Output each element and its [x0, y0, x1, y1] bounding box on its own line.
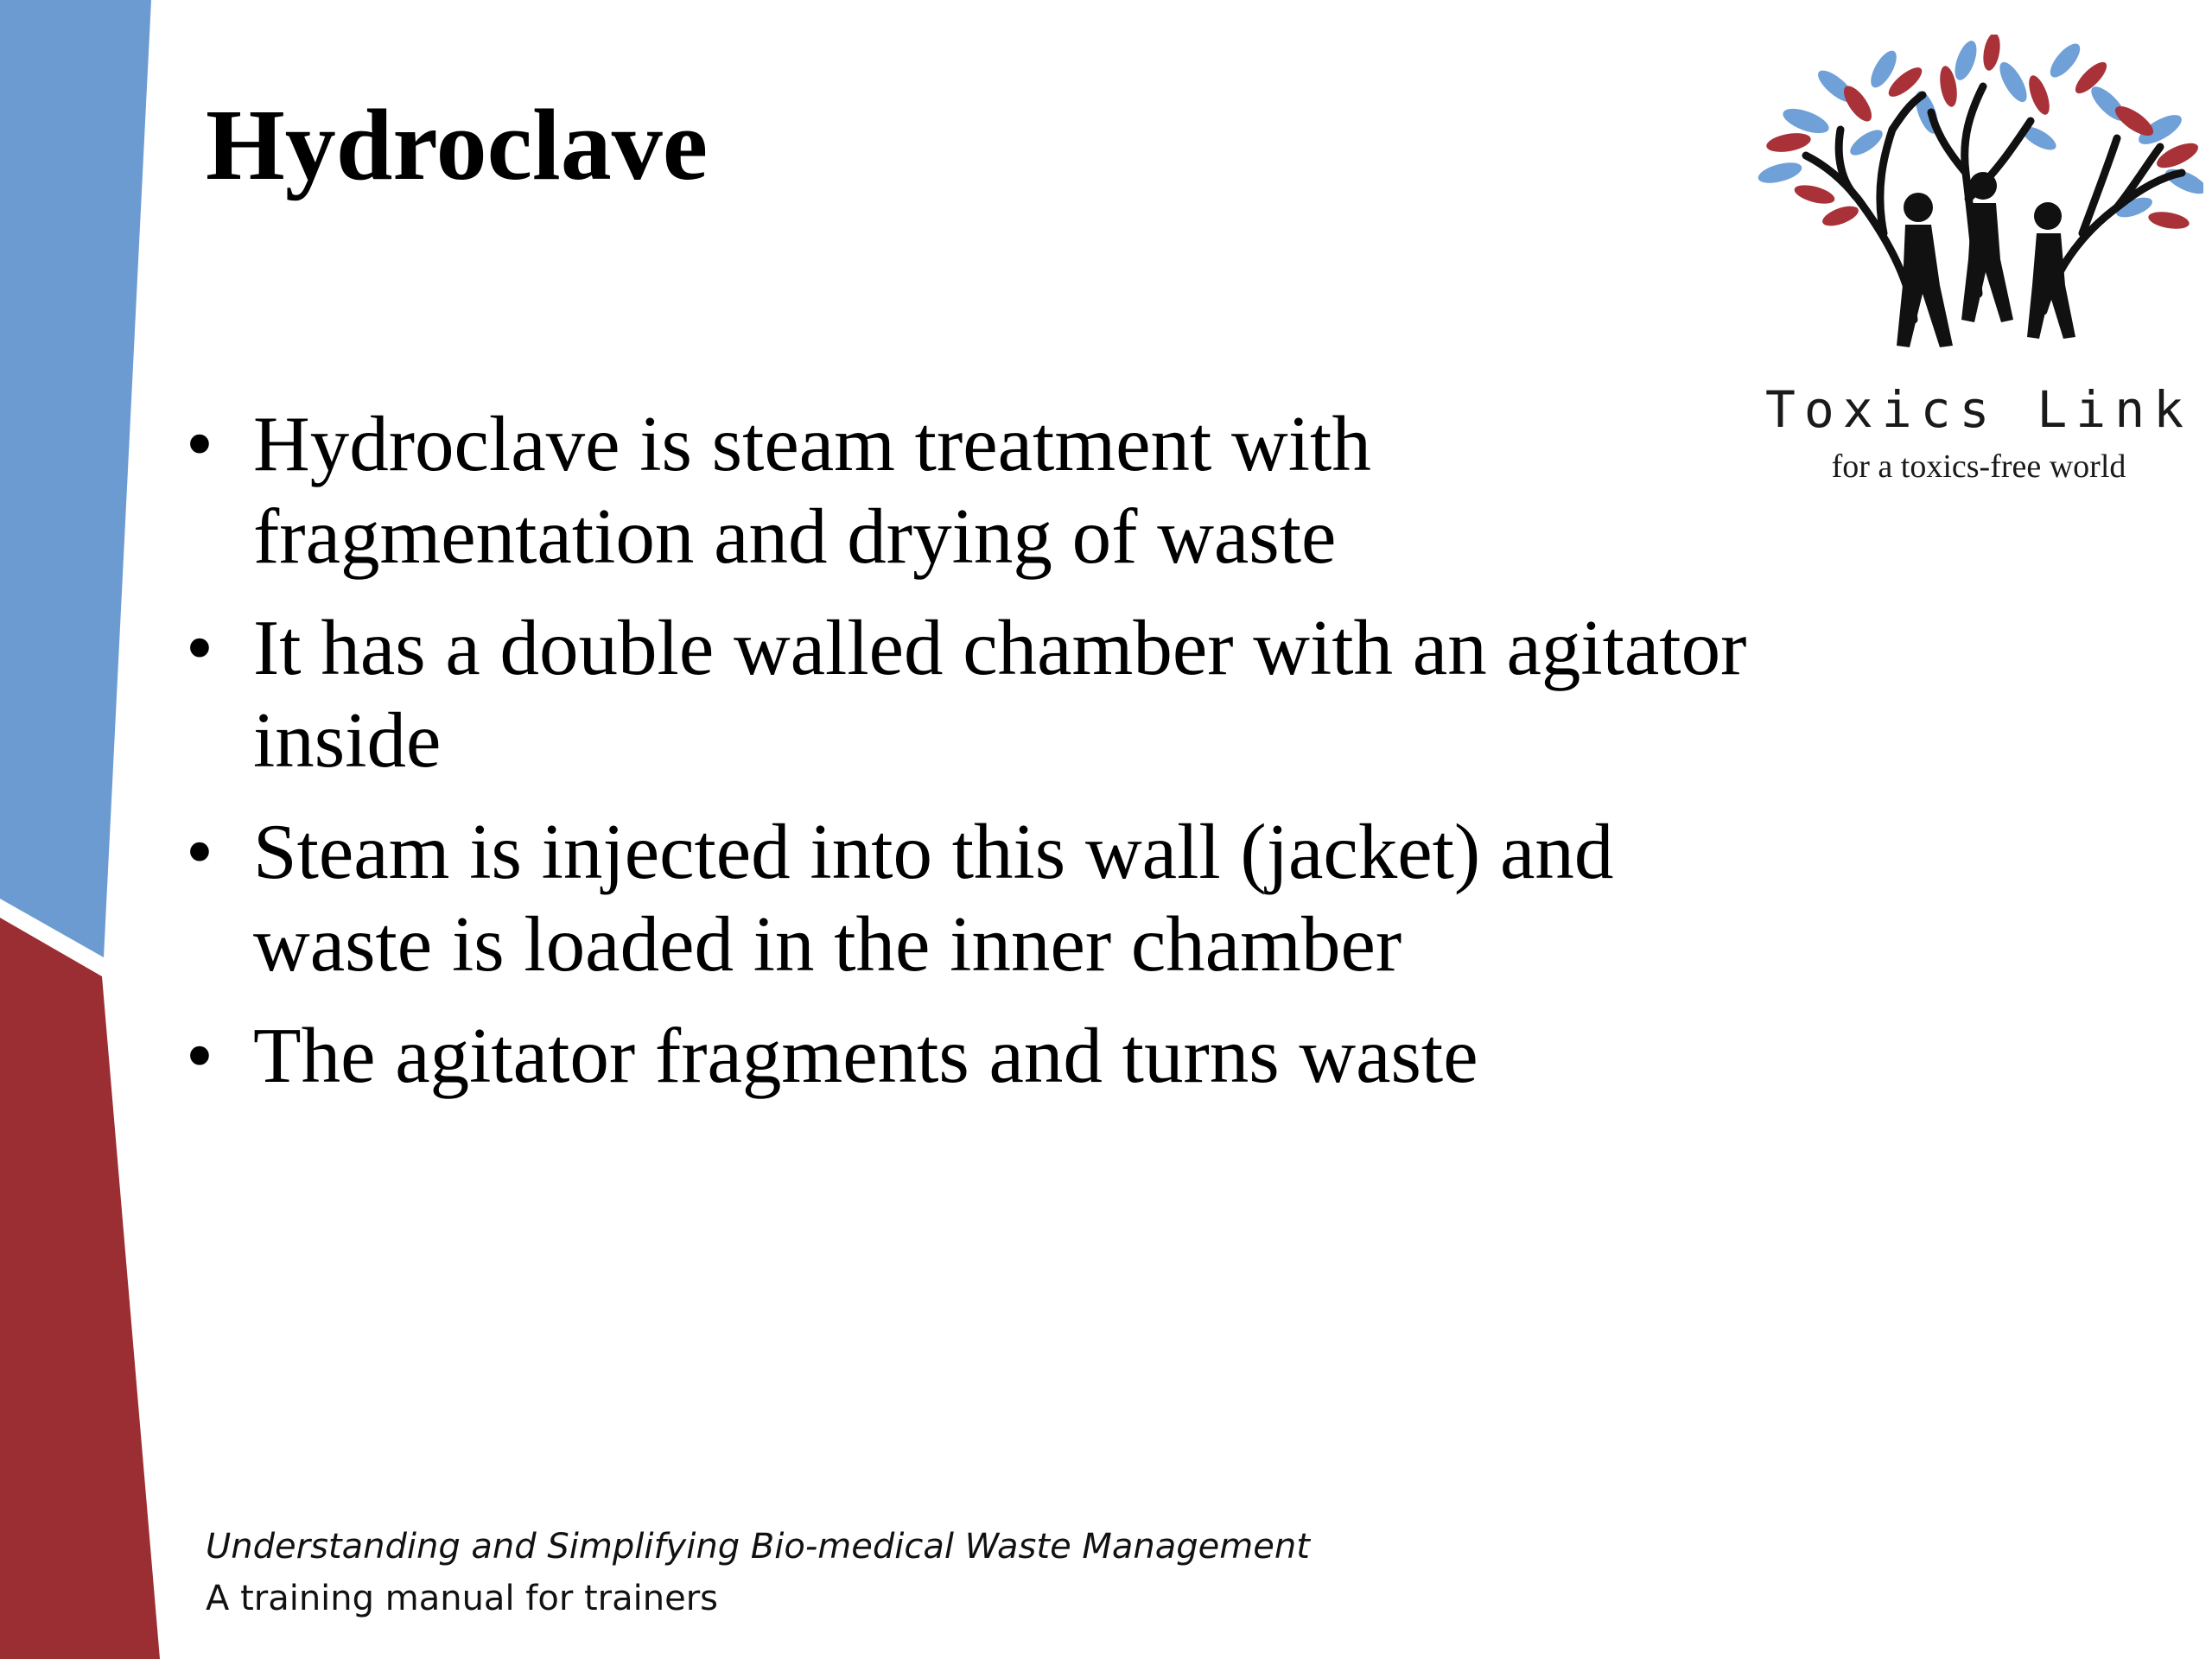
- bullet-item: [186, 1009, 1784, 1102]
- bullet-text: It has a double walled chamber with an agitator inside: [253, 604, 1747, 784]
- toxics-link-logo: [1754, 35, 2203, 501]
- logo-tagline: for a toxics-free world: [1831, 448, 2126, 485]
- side-band-blue: [0, 0, 151, 957]
- side-band-red: [0, 918, 160, 1659]
- dancing-figures: [1897, 172, 2075, 347]
- bullet-text: Hydroclave is steam treatment with fragmentation and drying of waste: [253, 400, 1371, 580]
- bullet-item: [186, 397, 1784, 582]
- bullet-marker: •: [186, 604, 213, 691]
- bullet-text: Steam is injected into this wall (jacket) and waste is loaded in the inner chamber: [253, 808, 1614, 988]
- bullet-item: [186, 805, 1784, 990]
- bullet-marker: •: [186, 1012, 213, 1099]
- bullet-list: [186, 397, 1784, 1121]
- bullet-text: The agitator fragments and turns waste: [253, 1012, 1478, 1099]
- logo-name: Toxics Link: [1764, 380, 2193, 439]
- side-band-decoration: [0, 0, 173, 1659]
- footer-manual-title: Understanding and Simplifying Bio-medical Waste Management: [206, 1527, 1310, 1567]
- bullet-item: [186, 601, 1784, 786]
- bullet-marker: •: [186, 808, 213, 895]
- bullet-marker: •: [186, 400, 213, 487]
- footer: [206, 1521, 1310, 1624]
- slide-title: Hydroclave: [206, 88, 709, 201]
- footer-manual-subtitle: A training manual for trainers: [206, 1579, 718, 1618]
- tree-people-logo-icon: [1754, 35, 2203, 380]
